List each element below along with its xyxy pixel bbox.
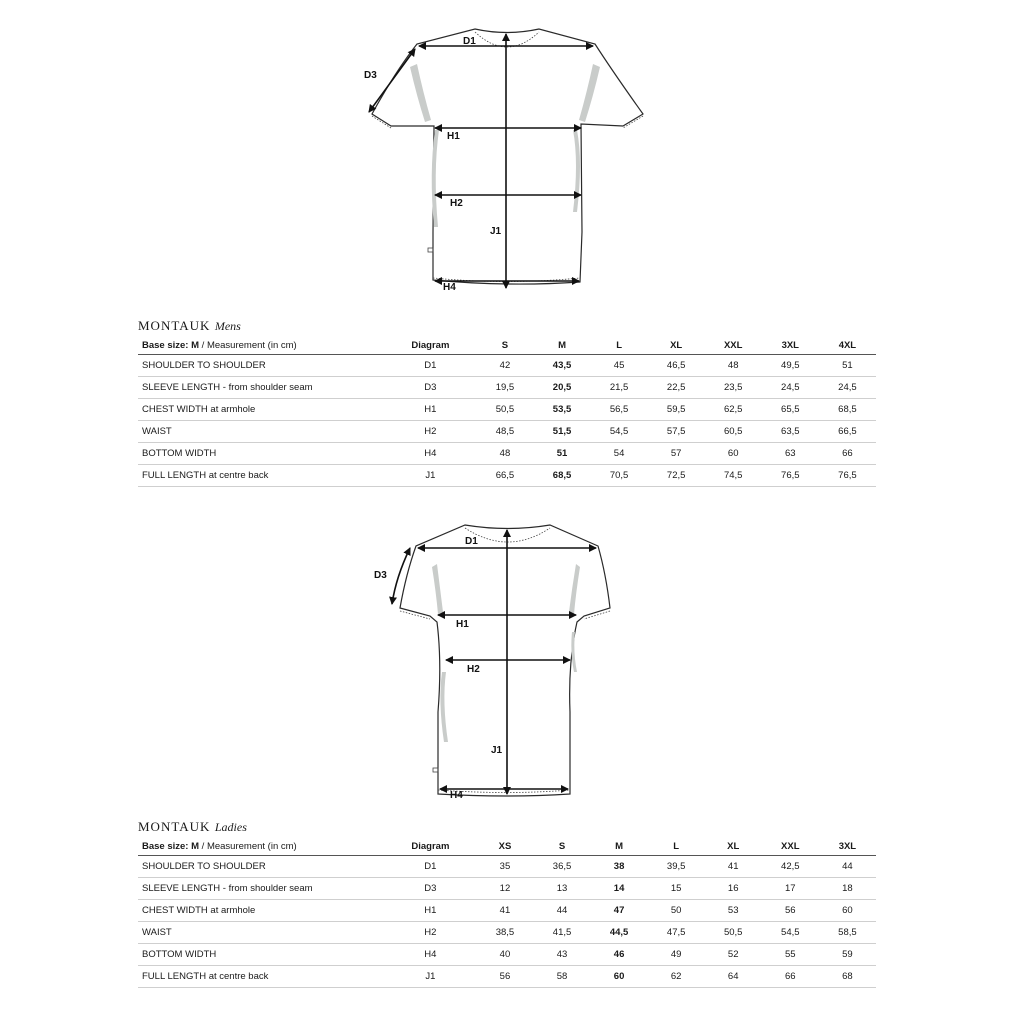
size-value: 44 — [534, 900, 591, 922]
ladies-size-table — [138, 837, 876, 988]
measurement-name: WAIST — [138, 421, 384, 443]
size-value: 59 — [819, 944, 876, 966]
mens-size-header: 3XL — [762, 336, 819, 355]
size-value: 66,5 — [476, 465, 533, 487]
measurement-name: FULL LENGTH at centre back — [138, 966, 384, 988]
size-value: 13 — [534, 878, 591, 900]
table-row — [138, 922, 876, 944]
ladies-tshirt-diagram — [370, 522, 620, 802]
diagram-code: J1 — [384, 465, 476, 487]
size-value-base: 51 — [534, 443, 591, 465]
size-value: 42 — [476, 355, 533, 377]
size-value: 48 — [476, 443, 533, 465]
mens-title — [138, 316, 876, 336]
ladies-label-h2: H2 — [467, 664, 480, 675]
size-value: 64 — [705, 966, 762, 988]
mens-label-h1: H1 — [447, 131, 460, 142]
mens-size-header: XL — [648, 336, 705, 355]
size-value: 56,5 — [591, 399, 648, 421]
table-row — [138, 399, 876, 421]
mens-size-header: M — [534, 336, 591, 355]
size-value: 76,5 — [819, 465, 876, 487]
size-value: 54 — [591, 443, 648, 465]
table-row — [138, 421, 876, 443]
size-value: 46,5 — [648, 355, 705, 377]
size-value: 53 — [705, 900, 762, 922]
size-value: 43 — [534, 944, 591, 966]
size-value: 49,5 — [762, 355, 819, 377]
diagram-code: H1 — [384, 399, 476, 421]
table-row — [138, 377, 876, 399]
size-value: 45 — [591, 355, 648, 377]
diagram-code: H2 — [384, 421, 476, 443]
diagram-code: H1 — [384, 900, 476, 922]
size-value: 68 — [819, 966, 876, 988]
table-row — [138, 878, 876, 900]
mens-size-header: L — [591, 336, 648, 355]
size-value: 59,5 — [648, 399, 705, 421]
diagram-code: H4 — [384, 443, 476, 465]
size-value: 58,5 — [819, 922, 876, 944]
size-value: 72,5 — [648, 465, 705, 487]
measurement-name: SHOULDER TO SHOULDER — [138, 856, 384, 878]
size-value: 41,5 — [534, 922, 591, 944]
size-value: 41 — [476, 900, 533, 922]
size-value: 62,5 — [705, 399, 762, 421]
ladies-size-header: M — [591, 837, 648, 856]
size-value: 52 — [705, 944, 762, 966]
size-value: 17 — [762, 878, 819, 900]
size-value: 35 — [476, 856, 533, 878]
measurement-name: WAIST — [138, 922, 384, 944]
size-value: 47,5 — [648, 922, 705, 944]
size-value: 39,5 — [648, 856, 705, 878]
size-value: 60 — [705, 443, 762, 465]
mens-table-header — [138, 336, 876, 355]
size-value: 23,5 — [705, 377, 762, 399]
size-value: 56 — [762, 900, 819, 922]
size-value: 36,5 — [534, 856, 591, 878]
size-value-base: 53,5 — [534, 399, 591, 421]
size-value-base: 46 — [591, 944, 648, 966]
size-value: 57,5 — [648, 421, 705, 443]
size-value: 54,5 — [762, 922, 819, 944]
size-value-base: 51,5 — [534, 421, 591, 443]
size-value: 15 — [648, 878, 705, 900]
measurement-name: SLEEVE LENGTH - from shoulder seam — [138, 878, 384, 900]
size-value-base: 14 — [591, 878, 648, 900]
table-row — [138, 966, 876, 988]
ladies-label-d1: D1 — [465, 536, 478, 547]
mens-size-header: XXL — [705, 336, 762, 355]
size-value: 57 — [648, 443, 705, 465]
size-value: 44 — [819, 856, 876, 878]
size-value: 74,5 — [705, 465, 762, 487]
size-value: 63,5 — [762, 421, 819, 443]
ladies-brand: MONTAUK — [138, 819, 211, 834]
mens-label-h2: H2 — [450, 198, 463, 209]
diagram-code: H4 — [384, 944, 476, 966]
measurement-name: CHEST WIDTH at armhole — [138, 399, 384, 421]
ladies-table-header — [138, 837, 876, 856]
size-value-base: 68,5 — [534, 465, 591, 487]
ladies-size-header: XXL — [762, 837, 819, 856]
size-value: 40 — [476, 944, 533, 966]
size-value-base: 44,5 — [591, 922, 648, 944]
ladies-size-header: XL — [705, 837, 762, 856]
size-value-base: 47 — [591, 900, 648, 922]
size-value: 66 — [819, 443, 876, 465]
size-value: 55 — [762, 944, 819, 966]
size-value: 22,5 — [648, 377, 705, 399]
size-value: 48 — [705, 355, 762, 377]
size-value: 66 — [762, 966, 819, 988]
table-row — [138, 900, 876, 922]
table-row — [138, 465, 876, 487]
table-row — [138, 944, 876, 966]
size-value: 48,5 — [476, 421, 533, 443]
mens-variant: Mens — [214, 319, 241, 333]
size-value: 68,5 — [819, 399, 876, 421]
size-value: 50 — [648, 900, 705, 922]
mens-size-chart — [138, 316, 876, 487]
ladies-size-header: S — [534, 837, 591, 856]
size-value-base: 60 — [591, 966, 648, 988]
mens-label-j1: J1 — [490, 226, 502, 237]
size-value: 41 — [705, 856, 762, 878]
size-value: 16 — [705, 878, 762, 900]
mens-diagram-header: Diagram — [384, 336, 476, 355]
ladies-label-h4: H4 — [450, 790, 463, 801]
size-value: 62 — [648, 966, 705, 988]
table-row — [138, 856, 876, 878]
diagram-code: D1 — [384, 355, 476, 377]
size-value: 24,5 — [819, 377, 876, 399]
size-value-base: 43,5 — [534, 355, 591, 377]
size-value: 50,5 — [705, 922, 762, 944]
ladies-base-size-header: Base size: M / Measurement (in cm) — [138, 837, 384, 856]
size-value: 58 — [534, 966, 591, 988]
mens-size-header: 4XL — [819, 336, 876, 355]
measurement-name: SHOULDER TO SHOULDER — [138, 355, 384, 377]
measurement-name: BOTTOM WIDTH — [138, 443, 384, 465]
ladies-size-header: XS — [476, 837, 533, 856]
diagram-code: D3 — [384, 878, 476, 900]
ladies-size-header: 3XL — [819, 837, 876, 856]
mens-label-d1: D1 — [463, 36, 476, 47]
diagram-code: H2 — [384, 922, 476, 944]
mens-size-table — [138, 336, 876, 487]
size-value: 76,5 — [762, 465, 819, 487]
size-value: 70,5 — [591, 465, 648, 487]
ladies-label-d3: D3 — [374, 570, 387, 581]
mens-tshirt-diagram — [355, 22, 655, 297]
measurement-name: SLEEVE LENGTH - from shoulder seam — [138, 377, 384, 399]
table-row — [138, 355, 876, 377]
ladies-size-chart — [138, 817, 876, 988]
ladies-label-j1: J1 — [491, 745, 503, 756]
diagram-code: D3 — [384, 377, 476, 399]
size-value: 49 — [648, 944, 705, 966]
size-value-base: 20,5 — [534, 377, 591, 399]
mens-base-size-header: Base size: M / Measurement (in cm) — [138, 336, 384, 355]
size-value: 66,5 — [819, 421, 876, 443]
ladies-diagram-header: Diagram — [384, 837, 476, 856]
size-value: 38,5 — [476, 922, 533, 944]
diagram-code: J1 — [384, 966, 476, 988]
diagram-code: D1 — [384, 856, 476, 878]
size-value: 51 — [819, 355, 876, 377]
size-value: 50,5 — [476, 399, 533, 421]
size-value: 18 — [819, 878, 876, 900]
mens-size-header: S — [476, 336, 533, 355]
mens-brand: MONTAUK — [138, 318, 211, 333]
size-value: 56 — [476, 966, 533, 988]
size-value: 60,5 — [705, 421, 762, 443]
mens-label-d3: D3 — [364, 70, 377, 81]
size-value: 63 — [762, 443, 819, 465]
size-value: 65,5 — [762, 399, 819, 421]
ladies-title — [138, 817, 876, 837]
size-value: 60 — [819, 900, 876, 922]
mens-label-h4: H4 — [443, 282, 456, 293]
measurement-name: CHEST WIDTH at armhole — [138, 900, 384, 922]
size-value: 19,5 — [476, 377, 533, 399]
size-value: 21,5 — [591, 377, 648, 399]
ladies-variant: Ladies — [214, 820, 247, 834]
measurement-name: FULL LENGTH at centre back — [138, 465, 384, 487]
table-row — [138, 443, 876, 465]
measurement-name: BOTTOM WIDTH — [138, 944, 384, 966]
size-value: 12 — [476, 878, 533, 900]
ladies-size-header: L — [648, 837, 705, 856]
mens-tshirt-outline — [372, 29, 643, 284]
size-value-base: 38 — [591, 856, 648, 878]
size-value: 24,5 — [762, 377, 819, 399]
ladies-label-h1: H1 — [456, 619, 469, 630]
size-value: 54,5 — [591, 421, 648, 443]
size-value: 42,5 — [762, 856, 819, 878]
